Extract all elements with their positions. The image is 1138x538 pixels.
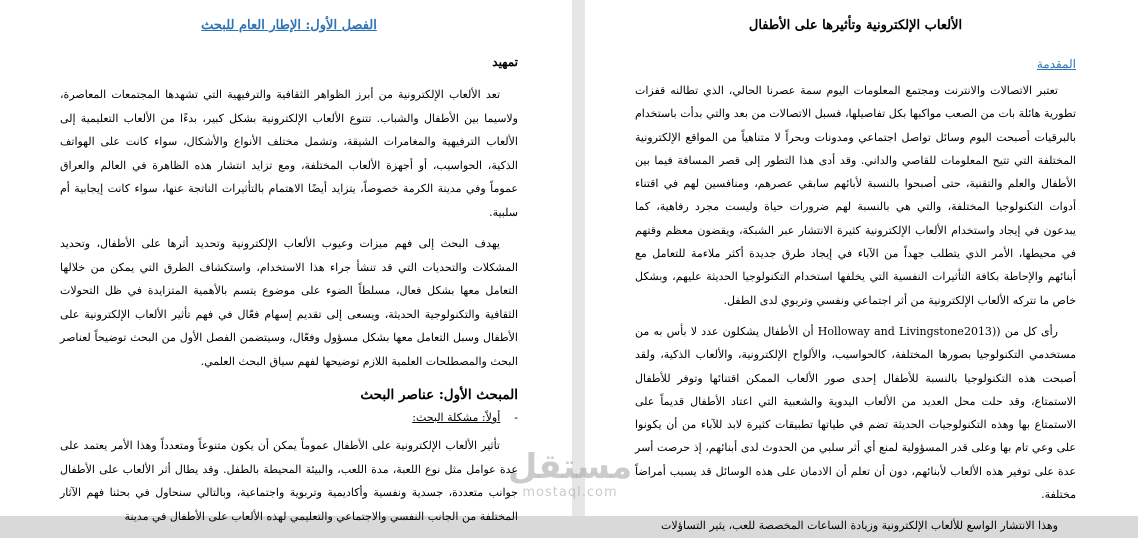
bullet-dash: - <box>514 411 518 424</box>
body-paragraph-1: تعتبر الاتصالات والانترنت ومجتمع المعلومات اليوم سمة عصرنا الحالي، الذي تطالنه قفزات تطورية هائلة بات من الصعب مواكبها بكل تفاصيلها، فسبل الاتصالات من بعد والتي بدأت باستخدام بالبرقيات أصبحت اليوم وسائل تواصل اجتماعي ومدونات وبحراً لا متناهياً من المواقع الإلكترونية المختلفة التي تتيح المعلومات للقاصي والداني. وقد أدى هذا التطور إلى قصر المسافة فيما بين الأطفال والعلم والتقنية، حتى أصبحوا بالنسبة لأبائهم سابقي عصرهم، ومنافسين لهم في اقتناء أدوات التكنولوجيا المختلفة، والتي هي بالنسبة لهم ضرورات حياة وليست مجرد رفاهية، كما يبدعون في إيجاد واستخدام الألعاب الإلكترونية كثيرة الانتشار عبر الشبكة، ويقضون معظم وقتهم في محيطها، الأمر الذي يتطلب جهداً من الآباء في إيجاد طرق جديدة أكثر ملاءمة للتعامل مع أبنائهم والإحاطة بكافة التأثيرات النفسية التي يخلفها استخدام التكنولوجيا الحديثة عليهم، وبشكل خاص ما تتركه الألعاب الإلكترونية من أثر اجتماعي ونفسي وتربوي لدى الطفل. <box>635 84 1076 307</box>
document-page-right <box>585 0 1138 533</box>
intro-link-heading[interactable]: المقدمة <box>1036 57 1076 71</box>
sub-heading-problem <box>60 411 518 424</box>
intro-paragraph-2: يهدف البحث إلى فهم ميزات وعيوب الألعاب الإلكترونية وتحديد أثرها على الأطفال، وتحديد المشكلات والتحديات التي قد تنشأ جراء هذا الاستخدام، واستكشاف الطرق التي يمكن من خلالها التعامل معها بشكل فعال، مسلطاً الضوء على موضوع يتسم بالأهمية المتزايدة في ظل التحولات الثقافية والتكنولوجية الحديثة، ويسعى إلى تقديم إسهام فعّال في فهم تأثير الألعاب الإلكترونية على الأطفال وسبل التعامل معها بشكل مسؤول وفعّال، وسيتضمن الفصل الأول من البحث توضيحاً لعناصر البحث والمصطلحات العلمية اللازم توضيحها لفهم سياق البحث العلمي. <box>60 237 518 368</box>
intro-paragraph-1: تعد الألعاب الإلكترونية من أبرز الظواهر الثقافية والترفيهية التي تشهدها المجتمعات المعاصرة، ولاسيما بين الأطفال والشباب. تتنوع الألعاب الإلكترونية بشكل كبير، بدءًا من الألعاب التعليمية إلى الألعاب الترفيهية والمغامرات الشيقة، وتشمل مختلف الأنواع والأشكال، سواء كانت على الهواتف الذكية، الحواسيب، أو أجهزة الألعاب المختلفة، ومع تزايد انتشار هذه الظاهرة في العالم والعراق عموماً وفي مدينة الكرمة خصوصاً، يتزايد أيضًا الاهتمام بالتأثيرات الناتجة عنها، سواء كانت إيجابية أم سلبية. <box>60 88 518 219</box>
problem-paragraph: تأثير الألعاب الإلكترونية على الأطفال عموماً يمكن أن يكون متنوعاً ومتعدداً وهذا الأمر يعتمد على عدة عوامل مثل نوع اللعبة، مدة اللعب، والبيئة المحيطة بالطفل. وقد يطال أثر الألعاب على الأطفال جوانب متعددة، جسدية ونفسية وأكاديمية وتربوية واجتماعية، وبالتالي سنحاول في بحثنا فهم الآثار المختلفة من الجانب النفسي والاجتماعي والتعليمي لهذه الألعاب على الأطفال في مدينة <box>60 439 518 523</box>
watermark-latin: mostaql.com <box>522 485 618 500</box>
watermark-arabic: مستقل <box>507 447 633 487</box>
page-gap <box>572 0 585 516</box>
body-paragraph-2: رأى كل من ((Holloway and Livingstone2013 أن الأطفال يشكلون عدد لا بأس به من مستخدمي التكنولوجيا بصورها المختلفة، كالحواسيب، والألواح الإلكترونية، والألعاب الذكية، ولقد أصبحت هذه التكنولوجيا بالنسبة للأطفال إحدى صور الألعاب الممكن اقتنائها وتوفر للأطفال الاستمتاع، وقد حلت محل العديد من الألعاب اليدوية والشعبية التي اعتاد الأطفال قديماً على الاستمتاع بها وهذه التكنولوجيات الحديثة تضم في طياتها تطبيقات كثيرة لابد للآباء من أن يكونوا على وعي تام بها وعلى قدر المسؤولية لمنع أي أثر سلبي من الحدوث لدى أبنائهم، إذ حرصت أسر عدة على توفير هذه الألعاب لأبنائهم، دون أن تعلم أن الادمان على هذه الوسائل قد يسبب أمراضاً مختلفة. <box>635 324 1076 502</box>
intro-heading: تمهيد <box>492 55 518 69</box>
document-title: الألعاب الإلكترونية وتأثيرها على الأطفال <box>748 18 963 33</box>
sub-heading-text: أولاً: مشكلة البحث: <box>412 411 501 424</box>
watermark-logo <box>500 448 640 508</box>
document-page-left <box>0 0 572 523</box>
body-paragraph-3: وهذا الانتشار الواسع للألعاب الإلكترونية وزيادة الساعات المخصصة للعب، يثير التساؤلات <box>661 519 1058 533</box>
chapter-title: الفصل الأول: الإطار العام للبحث <box>201 18 377 33</box>
section-heading: المبحث الأول: عناصر البحث <box>360 387 518 403</box>
